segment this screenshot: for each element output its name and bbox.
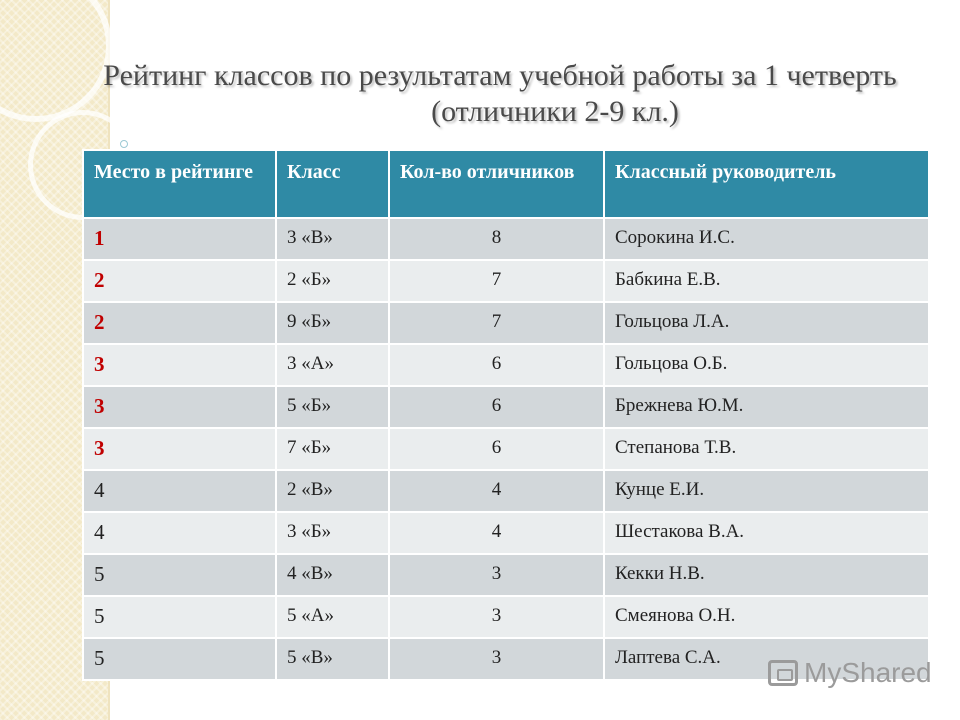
table-header-row <box>83 150 929 218</box>
watermark <box>768 655 932 691</box>
rank-cell: 3 <box>83 386 276 428</box>
rank-cell: 4 <box>83 512 276 554</box>
class-cell: 3 «В» <box>276 218 389 260</box>
count-cell: 8 <box>389 218 604 260</box>
table-row <box>83 512 929 554</box>
teacher-cell: Шестакова В.А. <box>604 512 929 554</box>
slide-title <box>60 58 940 130</box>
class-cell: 5 «А» <box>276 596 389 638</box>
count-cell: 6 <box>389 386 604 428</box>
class-cell: 3 «А» <box>276 344 389 386</box>
decorative-dot <box>120 140 128 148</box>
rank-cell: 2 <box>83 260 276 302</box>
class-cell: 2 «Б» <box>276 260 389 302</box>
class-cell: 5 «В» <box>276 638 389 680</box>
teacher-cell: Бабкина Е.В. <box>604 260 929 302</box>
teacher-cell: Гольцова Л.А. <box>604 302 929 344</box>
rating-table <box>82 149 930 681</box>
projector-icon <box>768 660 798 686</box>
class-cell: 4 «В» <box>276 554 389 596</box>
rank-cell: 5 <box>83 638 276 680</box>
teacher-cell: Гольцова О.Б. <box>604 344 929 386</box>
rank-cell: 3 <box>83 428 276 470</box>
table-row <box>83 596 929 638</box>
rank-cell: 4 <box>83 470 276 512</box>
teacher-cell: Смеянова О.Н. <box>604 596 929 638</box>
header-count: Кол-во отличников <box>389 150 604 218</box>
rank-cell: 5 <box>83 596 276 638</box>
title-line-2: (отличники 2-9 кл.) <box>431 95 679 128</box>
count-cell: 4 <box>389 470 604 512</box>
class-cell: 3 «Б» <box>276 512 389 554</box>
rank-cell: 3 <box>83 344 276 386</box>
rank-cell: 2 <box>83 302 276 344</box>
rank-cell: 5 <box>83 554 276 596</box>
header-teacher: Классный руководитель <box>604 150 929 218</box>
table-row <box>83 386 929 428</box>
teacher-cell: Сорокина И.С. <box>604 218 929 260</box>
table-row <box>83 302 929 344</box>
count-cell: 3 <box>389 638 604 680</box>
teacher-cell: Брежнева Ю.М. <box>604 386 929 428</box>
class-cell: 5 «Б» <box>276 386 389 428</box>
rank-cell: 1 <box>83 218 276 260</box>
watermark-text: MyShared <box>804 657 932 688</box>
class-cell: 9 «Б» <box>276 302 389 344</box>
class-cell: 2 «В» <box>276 470 389 512</box>
table-row <box>83 260 929 302</box>
table-row <box>83 428 929 470</box>
count-cell: 3 <box>389 554 604 596</box>
count-cell: 7 <box>389 302 604 344</box>
count-cell: 6 <box>389 344 604 386</box>
teacher-cell: Кекки Н.В. <box>604 554 929 596</box>
title-line-1: Рейтинг классов по результатам учебной работы за 1 четверть <box>103 59 897 92</box>
header-rank: Место в рейтинге <box>83 150 276 218</box>
table-row <box>83 218 929 260</box>
teacher-cell: Кунце Е.И. <box>604 470 929 512</box>
table-row <box>83 554 929 596</box>
count-cell: 7 <box>389 260 604 302</box>
table-row <box>83 344 929 386</box>
teacher-cell: Лаптева С.А. <box>604 638 929 680</box>
class-cell: 7 «Б» <box>276 428 389 470</box>
teacher-cell: Степанова Т.В. <box>604 428 929 470</box>
count-cell: 3 <box>389 596 604 638</box>
header-class: Класс <box>276 150 389 218</box>
count-cell: 4 <box>389 512 604 554</box>
table-row <box>83 470 929 512</box>
count-cell: 6 <box>389 428 604 470</box>
